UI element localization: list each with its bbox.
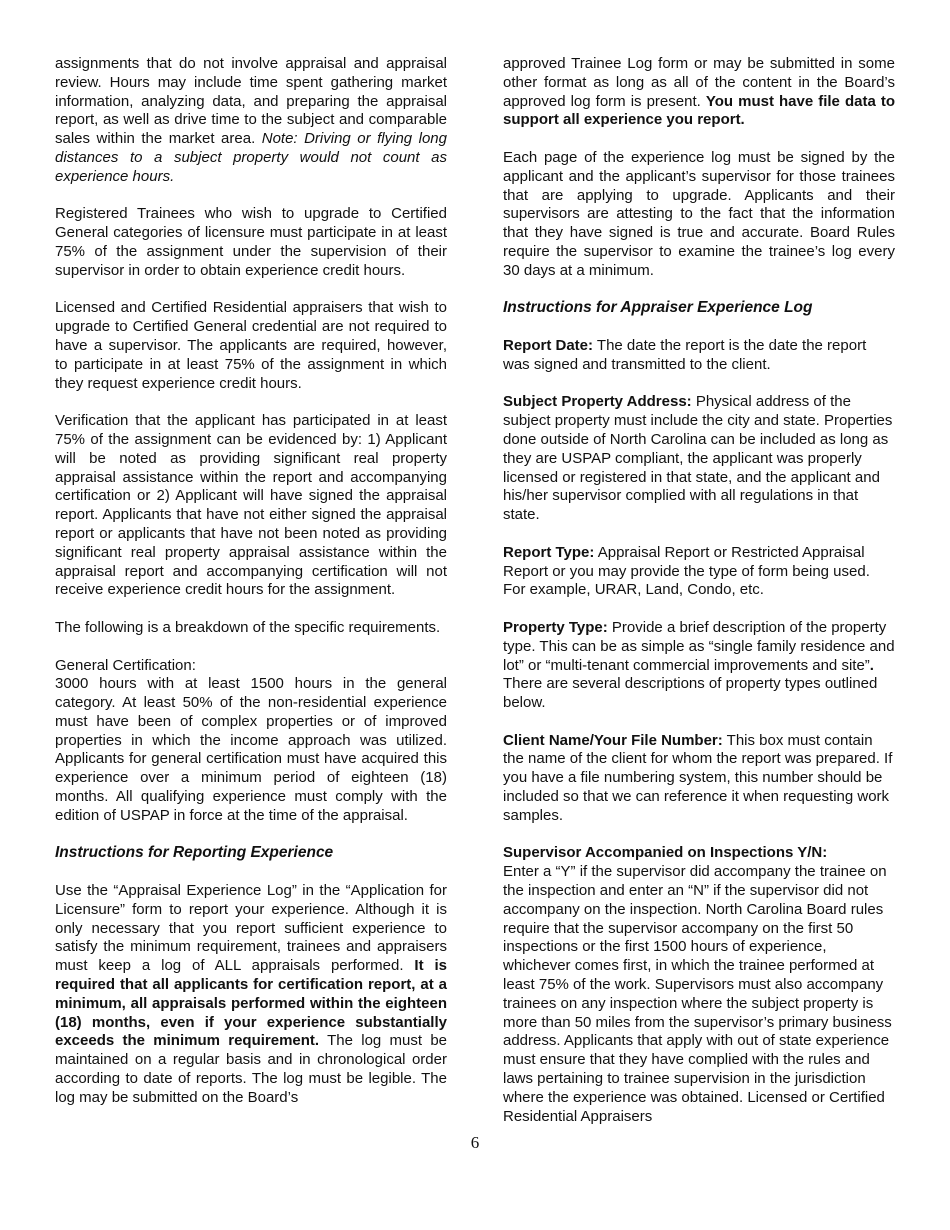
client-name-label: Client Name/Your File Number: xyxy=(503,731,723,749)
driving-note: Note: Driving or flying long distances to a subject property would not count as experience hours. xyxy=(55,130,447,185)
required-report-notice: It is required that all applicants for certification report, at a minimum, all appraisals performed within the eighteen (18) months, even if your experience substantially exceeds the minimum requirement. xyxy=(55,957,448,1050)
left-paragraph-general-certification: General Certification: 3000 hours with at least 1500 hours in the general category. At least 50% of the non-residential experience must have been of complex properties or of improved properties in which the income approach was utilized. Applicants for general certification must have acquired this experience over a minimum period of eighteen (18) months. All qualifying experience must comply with the edition of USPAP in force at the time of the appraisal. xyxy=(55,656,447,824)
heading-appraiser-experience-log: Instructions for Appraiser Experience Log xyxy=(503,299,813,317)
report-date-label: Report Date: xyxy=(503,336,594,354)
field-subject-property-address: Subject Property Address: Physical address of the subject property must include the city and state. Properties done outside of North Carolina can be included as long as they are USPAP compliant, the applicant was properly licensed or registered in that state, and the applicant and his/her supervisor complied with all regulations in that state. xyxy=(503,393,893,524)
field-report-date: Report Date: The date the report is the date the report was signed and transmitted to the client. xyxy=(503,336,867,373)
left-paragraph-verification: Verification that the applicant has participated in at least 75% of the assignment can be evidenced by: 1) Applicant will be noted as providing significant real property appraisal assistance within the report and accompanying certification or 2) Applicant will have signed the appraisal report. Applicants that have not either signed the appraisal report or applicants that have not been noted as providing significant real property appraisal assistance within the appraisal report and accompanying certification will not receive experience credit hours for the assignment. xyxy=(55,412,447,599)
page-number: 6 xyxy=(470,1133,480,1152)
heading-reporting-experience: Instructions for Reporting Experience xyxy=(55,844,334,862)
left-paragraph-residential-upgrade: Licensed and Certified Residential appraisers that wish to upgrade to Certified General credential are not required to have a supervisor. The applicants are required, however, to participate in at least 75% of the assignment in which they request experience credit hours. xyxy=(55,299,447,392)
left-paragraph-hours: assignments that do not involve appraisal and appraisal review. Hours may include time spent gathering market information, analyzing data, and preparing the appraisal report, as well as drive time to the subject and comparable sales within the market area. Note: Driving or flying long distances to a subject property would not count as experience hours. xyxy=(55,55,447,185)
property-type-label: Property Type: xyxy=(503,618,608,636)
right-paragraph-signing: Each page of the experience log must be signed by the applicant and the applicant’s supervisor for those trainees that are applying to upgrade. Applicants and their supervisors are attesting to the fact that the information that they have signed is true and accurate. Board Rules require the supervisor to examine the trainee’s log every 30 days at a minimum. xyxy=(503,148,895,279)
field-client-name: Client Name/Your File Number: This box must contain the name of the client for whom the report was prepared. If you have a file numbering system, this number should be included so that we can reference it when requesting work samples. xyxy=(503,731,893,824)
report-type-label: Report Type: xyxy=(503,543,595,561)
right-column xyxy=(503,55,895,1145)
right-paragraph-log-format: approved Trainee Log form or may be submitted in some other format as long as all of the content in the Board’s approved log form is present. You must have file data to support all experience you report. xyxy=(503,55,895,129)
subject-property-address-label: Subject Property Address: xyxy=(503,393,692,411)
field-property-type: Property Type: Provide a brief description of the property type. This can be as simple as “single family residence and lot” or “multi-tenant commercial improvements and site”. There are several descriptions of property types outlined below. xyxy=(503,618,895,712)
file-data-notice: You must have file data to support all experience you report. xyxy=(503,92,895,129)
field-supervisor-accompanied: Supervisor Accompanied on Inspections Y/N: Enter a “Y” if the supervisor did accompany the trainee on the inspection and enter an “N” if the supervisor did not accompany on the inspection. North Carolina Board rules require that the supervisor accompany on the first 50 inspections or the first 1500 hours of experience, whichever comes first, in which the trainee performed at least 75% of the work. Supervisors must also accompany trainees on any inspection where the subject property is more than 50 miles from the supervisor’s primary business address. Applicants that apply with out of state experience must ensure that they have complied with the rules and laws pertaining to trainee supervision in the jurisdiction where the experience was obtained. Licensed or Certified Residential Appraisers xyxy=(503,844,895,1126)
left-paragraph-breakdown: The following is a breakdown of the specific requirements. xyxy=(55,618,441,636)
field-report-type: Report Type: Appraisal Report or Restricted Appraisal Report or you may provide the type of form being used. For example, URAR, Land, Condo, etc. xyxy=(503,543,870,599)
left-paragraph-experience-log: Use the “Appraisal Experience Log” in the “Application for Licensure” form to report your experience. Although it is only necessary that you report sufficient experience to satisfy the minimum requirement, trainees and appraisers must keep a log of ALL appraisals performed. It is required that all applicants for certification report, at a minimum, all appraisals performed within the eighteen (18) months, even if your experience substantially exceeds the minimum requirement. The log must be maintained on a regular basis and in chronological order according to date of reports. The log must be legible. The log may be submitted on the Board’s xyxy=(55,882,448,1106)
left-paragraph-trainees-upgrade: Registered Trainees who wish to upgrade to Certified General categories of licensure must participate in at least 75% of the assignment under the supervision of their supervisor in order to obtain experience credit hours. xyxy=(55,205,447,279)
general-certification-heading: General Certification: xyxy=(55,656,196,674)
left-column xyxy=(55,55,447,1126)
supervisor-accompanied-label: Supervisor Accompanied on Inspections Y/N: xyxy=(503,844,828,862)
